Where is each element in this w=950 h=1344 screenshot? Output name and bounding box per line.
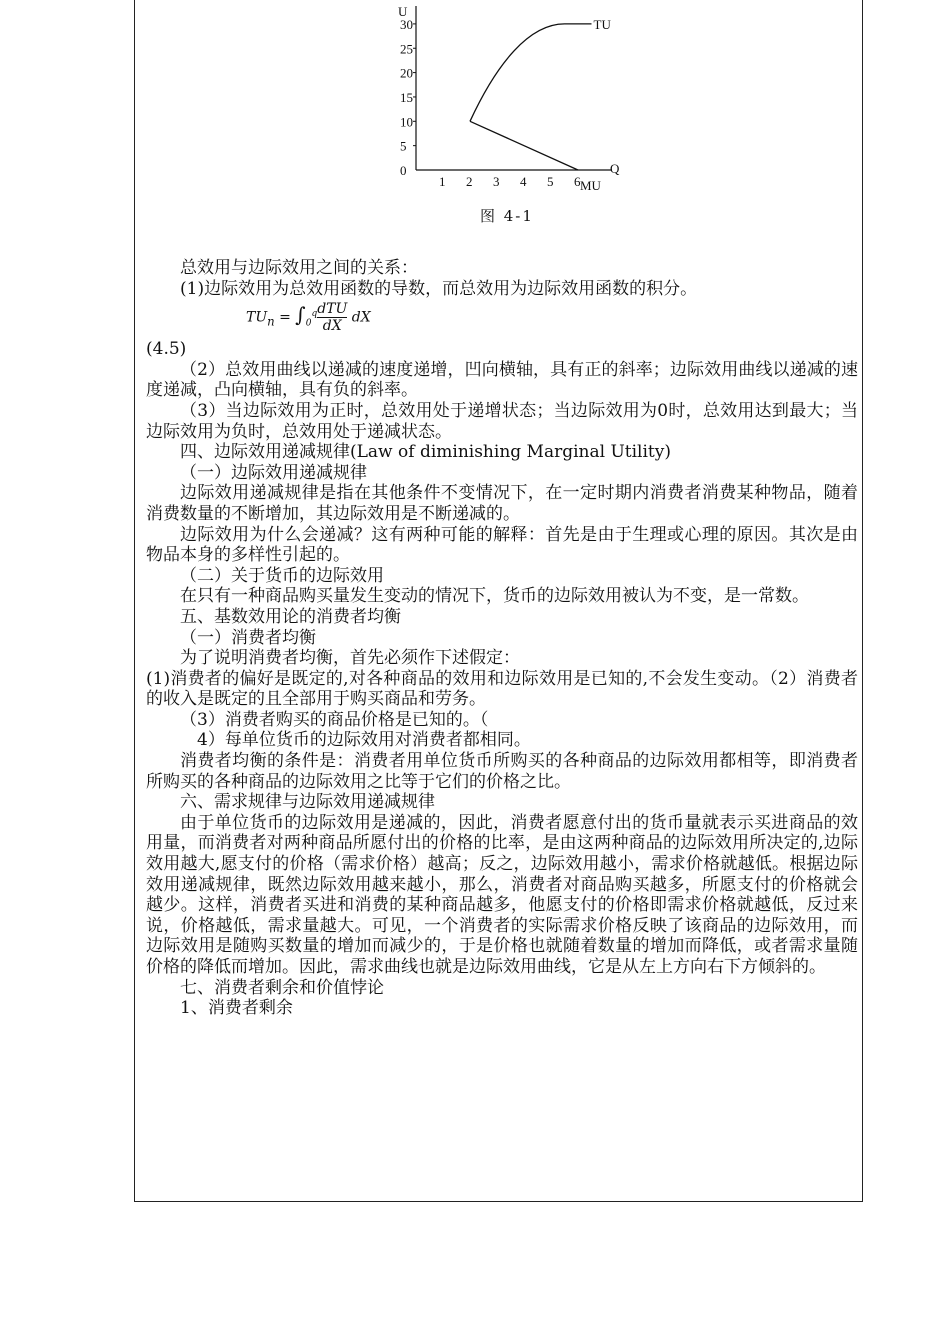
paragraph: 边际效用递减规律是指在其他条件不变情况下，在一定时期内消费者消费某种物品，随着消费数量的不断增加，其边际效用是不断递减的。 [146,483,858,524]
x-tick-label: 5 [547,174,554,189]
y-tick-label: 25 [400,41,413,57]
paragraph: 消费者均衡的条件是：消费者用单位货币所购买的各种商品的边际效用都相等，即消费者所购买的各种商品的边际效用之比等于它们的价格之比。 [146,751,858,792]
formula-4-5 [146,299,858,339]
mu-curve [470,121,578,170]
y-tick-label: 0 [400,163,407,178]
paragraph: (1)边际效用为总效用函数的导数，而总效用为边际效用函数的积分。 [180,278,698,299]
paragraph: 1、消费者剩余 [180,998,293,1019]
tu-curve [470,24,592,121]
paragraph: 在只有一种商品购买量发生变动的情况下，货币的边际效用被认为不变，是一常数。 [180,586,809,607]
paragraph: （一）边际效用递减规律 [180,462,367,483]
document-body [146,258,858,1019]
y-tick-label: 30 [400,16,413,32]
paragraph: （3）当边际效用为正时，总效用处于递增状态；当边际效用为0时，总效用达到最大；当边际效用为负时，总效用处于递减状态。 [146,400,858,442]
y-tick-label: 15 [400,89,413,105]
paragraph: 四、边际效用递减规律(Law of diminishing Marginal Utility) [180,442,671,463]
x-tick-label: 2 [466,174,473,189]
utility-figure [380,0,660,235]
formula-lhs: TU [246,309,268,326]
y-tick-label: 10 [400,114,413,130]
fraction-numerator: dTU [317,301,348,318]
fraction-denominator: dX [322,318,342,335]
formula-expression [246,301,371,334]
paragraph: （一）消费者均衡 [180,627,316,648]
integral-sign: ∫ [295,302,306,327]
paragraph: （2）总效用曲线以递减的速度递增，凹向横轴，具有正的斜率；边际效用曲线以递减的速度递减，凸向横轴，具有负的斜率。 [146,359,858,401]
paragraph: （二）关于货币的边际效用 [180,565,384,586]
paragraph: (4.5) [146,339,187,360]
paragraph: 4）每单位货币的边际效用对消费者都相同。 [197,730,531,751]
x-tick-label: 4 [520,174,527,189]
x-tick-label: 6 [574,174,581,189]
integral-upper: q [311,309,318,320]
paragraph: 五、基数效用论的消费者均衡 [180,606,401,627]
y-axis-label: U [398,4,408,19]
formula-equals: = [279,309,291,326]
x-axis-label: Q [610,161,620,176]
x-tick-label: 1 [439,174,446,189]
paragraph: （3）消费者购买的商品价格是已知的。（ [180,709,489,730]
paragraph: 边际效用为什么会递减？这有两种可能的解释：首先是由于生理或心理的原因。其次是由物品本身的多样性引起的。 [146,524,858,566]
formula-tail: dX [351,309,371,326]
figure-caption: 图 4-1 [480,207,534,225]
paragraph: 为了说明消费者均衡，首先必须作下述假定： [180,648,520,669]
tu-curve-label: TU [593,16,611,32]
utility-chart [380,0,660,205]
x-tick-label: 3 [493,174,500,189]
y-tick-label: 5 [400,138,407,154]
paragraph: 六、需求规律与边际效用递减规律 [180,792,435,813]
paragraph: (1)消费者的偏好是既定的,对各种商品的效用和边际效用是已知的,不会发生变动。（2）消费者的收入是既定的且全部用于购买商品和劳务。 [146,668,858,710]
formula-fraction [317,301,347,334]
paragraph: 总效用与边际效用之间的关系： [180,258,418,278]
paragraph: 由于单位货币的边际效用是递减的，因此，消费者愿意付出的货币量就表示买进商品的效用量，而消费者对两种商品所愿付出的价格的比率，是由这两种商品的边际效用所决定的,边际效用越大,愿支付的价格（需求价格）越高；反之，边际效用越小，需求价格就越低。根据边际效用递减规律，既然边际效用越来越小，那么，消费者对商品购买越多，所愿支付的价格就会越少。这样，消费者买进和消费的某种商品越多，他愿支付的价格即需求价格就越低，反过来说，价格越低，需求量越大。可见，一个消费者的实际需求价格反映了该商品的边际效用，而边际效用是随购买数量的增加而减少的，于是价格也就随着数量的增加而降低，或者需求量随价格的降低而增加。因此，需求曲线也就是边际效用曲线，它是从左上方向右下方倾斜的。 [146,812,858,977]
formula-subscript: n [267,314,275,329]
y-tick-label: 20 [400,65,413,81]
paragraph: 七、消费者剩余和价值悖论 [180,977,384,998]
mu-curve-label: MU [580,178,601,193]
integral-lower: 0 [305,318,312,329]
